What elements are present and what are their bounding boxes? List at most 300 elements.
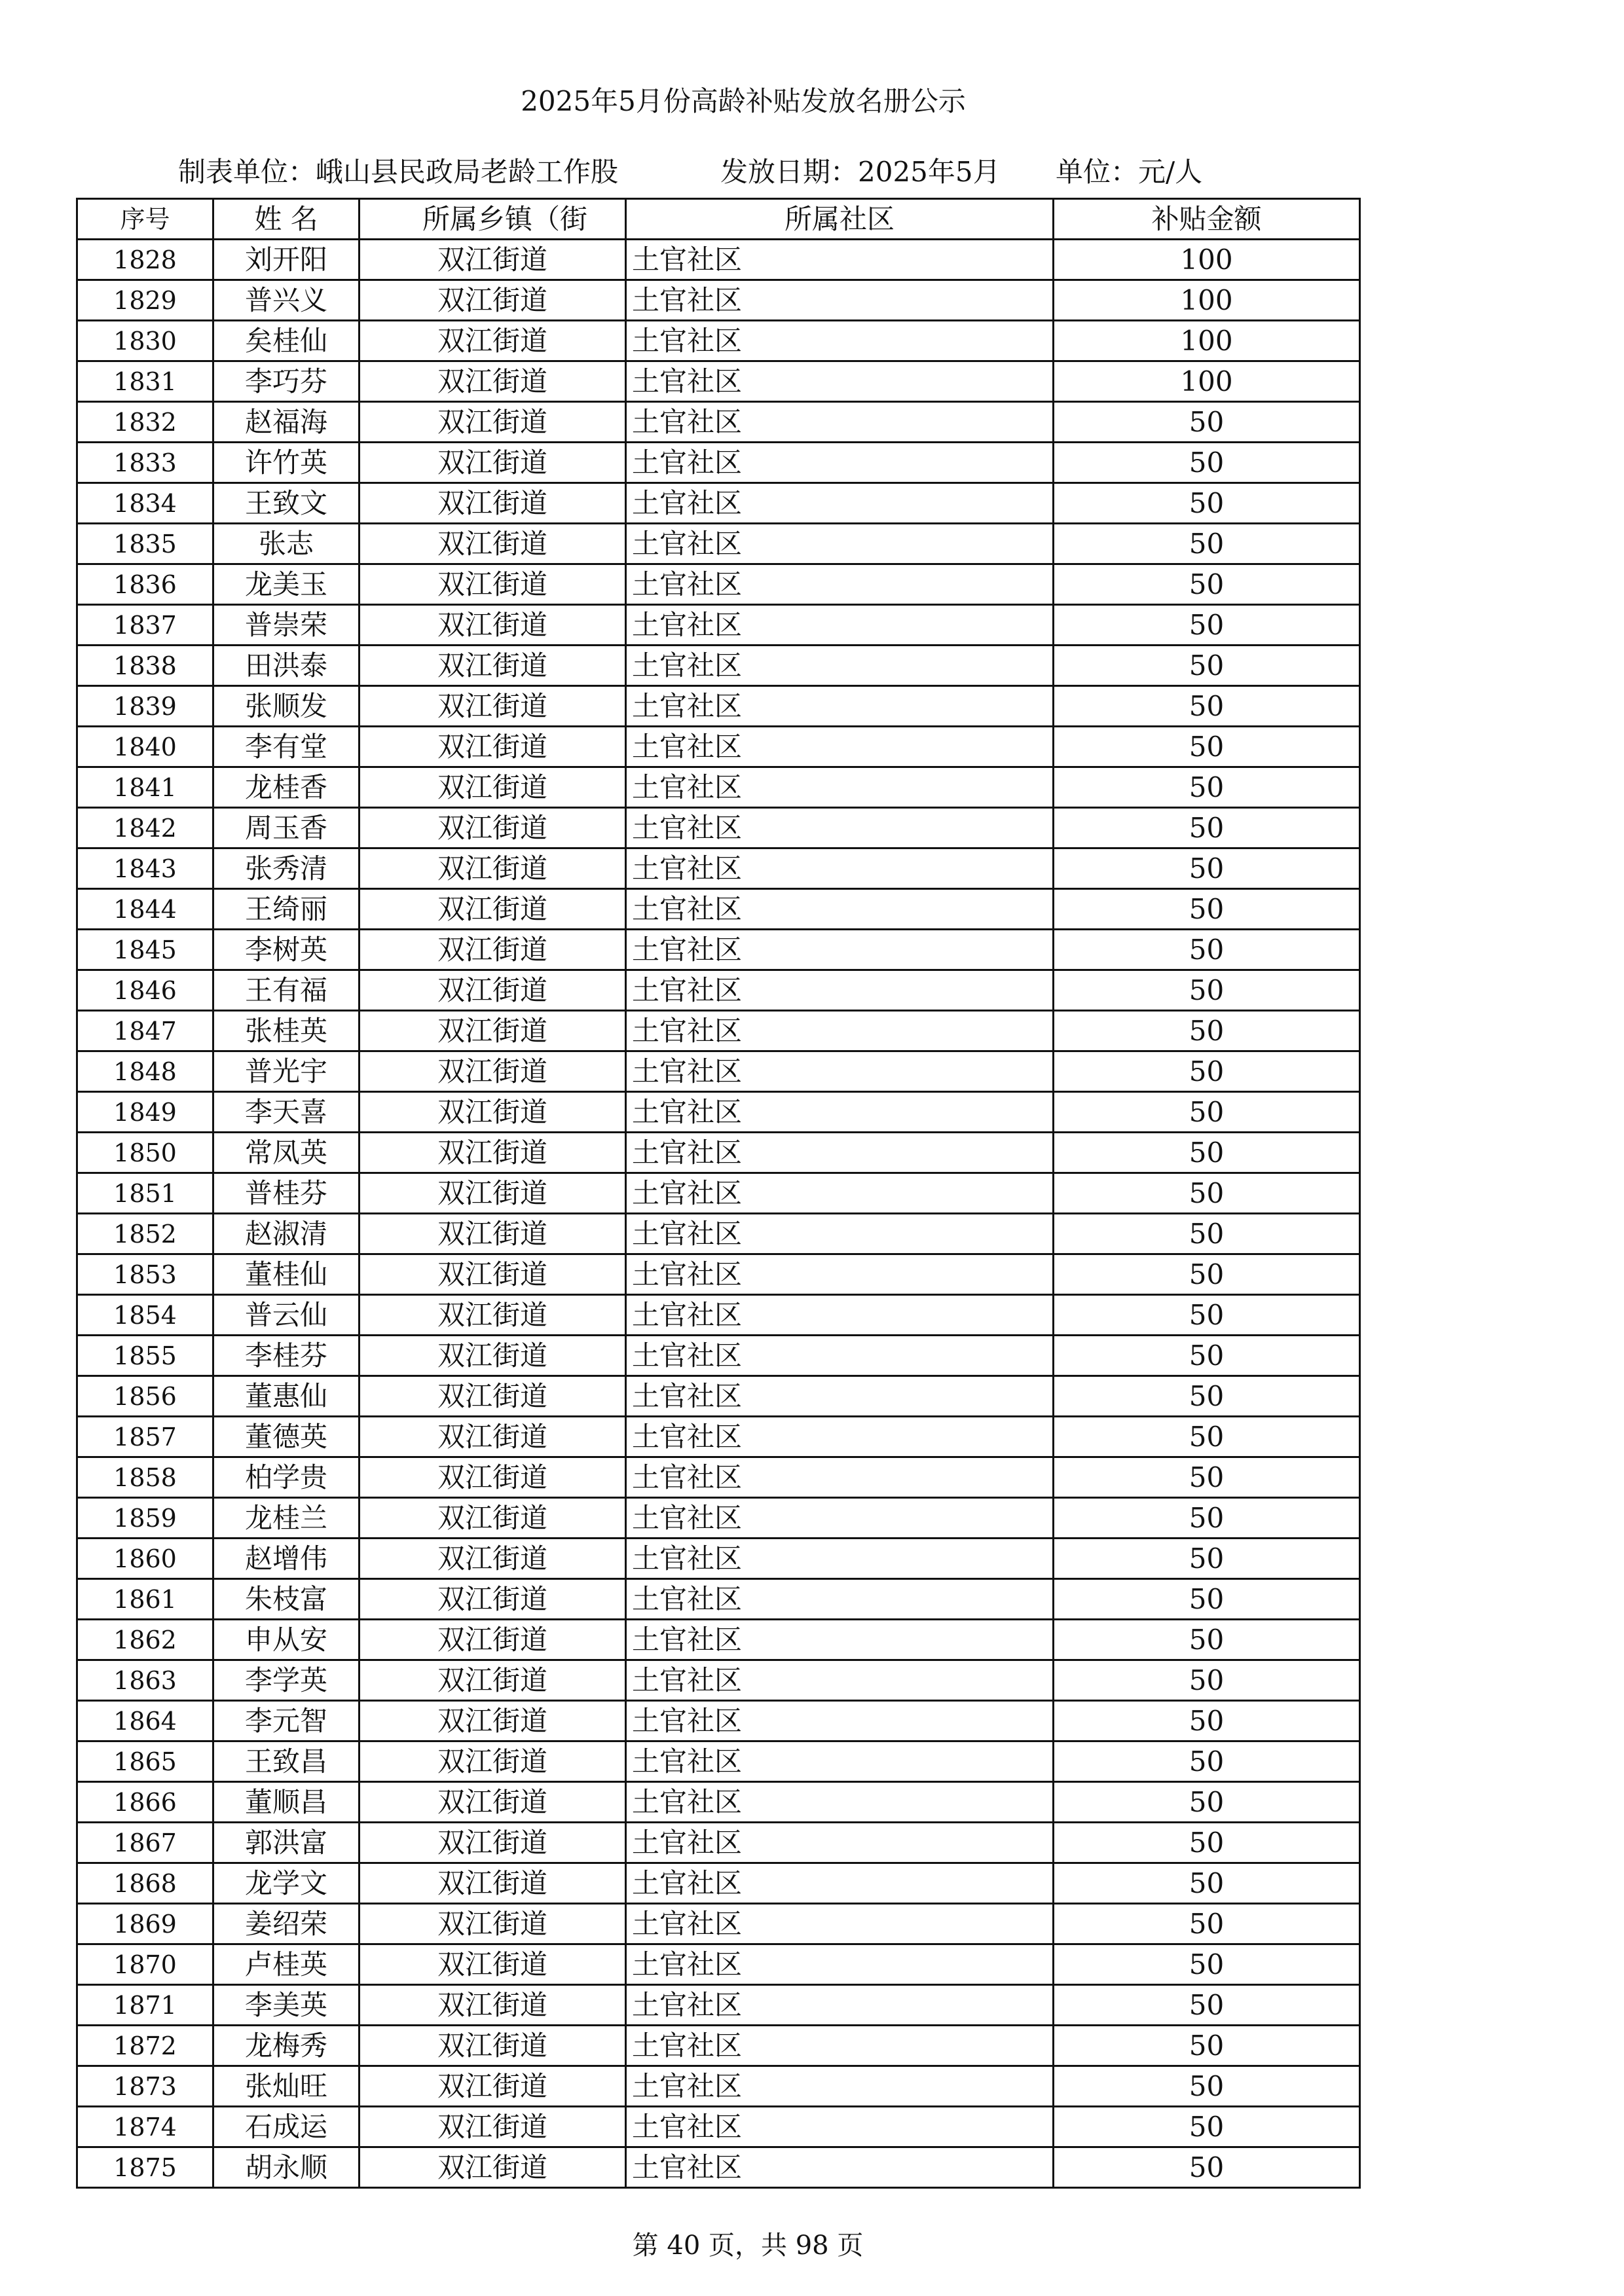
- cell-seq: 1847: [77, 1011, 213, 1051]
- header-seq: 序号: [77, 199, 213, 240]
- table-header: [77, 199, 1360, 240]
- header-row: [77, 199, 1360, 240]
- cell-name: 姜绍荣: [213, 1904, 360, 1944]
- cell-amount: 50: [1054, 605, 1360, 646]
- cell-name: 卢桂英: [213, 1944, 360, 1985]
- cell-seq: 1873: [77, 2066, 213, 2107]
- cell-name: 龙美玉: [213, 564, 360, 605]
- cell-community: 土官社区: [626, 930, 1054, 970]
- table-row: [77, 686, 1360, 727]
- cell-amount: 50: [1054, 889, 1360, 930]
- cell-name: 刘开阳: [213, 240, 360, 280]
- cell-amount: 50: [1054, 524, 1360, 564]
- table-row: [77, 1498, 1360, 1539]
- cell-name: 普桂芬: [213, 1173, 360, 1214]
- cell-amount: 50: [1054, 1782, 1360, 1823]
- document-title: 2025年5月份高龄补贴发放名册公示: [521, 85, 966, 117]
- cell-community: 土官社区: [626, 1620, 1054, 1660]
- cell-town: 双江街道: [360, 1457, 626, 1498]
- amount-unit: 单位：元/人: [1056, 156, 1203, 188]
- cell-seq: 1866: [77, 1782, 213, 1823]
- cell-seq: 1836: [77, 564, 213, 605]
- table-row: [77, 1417, 1360, 1457]
- cell-community: 土官社区: [626, 1701, 1054, 1741]
- cell-seq: 1831: [77, 361, 213, 402]
- issuing-unit: 制表单位：峨山县民政局老龄工作股: [178, 156, 619, 188]
- table-row: [77, 646, 1360, 686]
- cell-town: 双江街道: [360, 767, 626, 808]
- cell-amount: 50: [1054, 1133, 1360, 1173]
- table-row: [77, 2147, 1360, 2188]
- cell-community: 土官社区: [626, 1417, 1054, 1457]
- cell-amount: 50: [1054, 1620, 1360, 1660]
- table-row: [77, 1823, 1360, 1863]
- cell-name: 张桂英: [213, 1011, 360, 1051]
- cell-community: 土官社区: [626, 1295, 1054, 1336]
- cell-name: 李元智: [213, 1701, 360, 1741]
- cell-town: 双江街道: [360, 1133, 626, 1173]
- cell-name: 矣桂仙: [213, 321, 360, 361]
- cell-community: 土官社区: [626, 1254, 1054, 1295]
- cell-amount: 50: [1054, 1579, 1360, 1620]
- cell-seq: 1868: [77, 1863, 213, 1904]
- table-row: [77, 1782, 1360, 1823]
- cell-amount: 50: [1054, 1295, 1360, 1336]
- cell-name: 张顺发: [213, 686, 360, 727]
- cell-seq: 1869: [77, 1904, 213, 1944]
- cell-name: 王致文: [213, 483, 360, 524]
- table-row: [77, 1173, 1360, 1214]
- cell-seq: 1832: [77, 402, 213, 443]
- cell-name: 张志: [213, 524, 360, 564]
- cell-town: 双江街道: [360, 848, 626, 889]
- cell-amount: 50: [1054, 443, 1360, 483]
- cell-amount: 50: [1054, 930, 1360, 970]
- cell-seq: 1839: [77, 686, 213, 727]
- cell-name: 王致昌: [213, 1741, 360, 1782]
- cell-seq: 1830: [77, 321, 213, 361]
- cell-community: 土官社区: [626, 767, 1054, 808]
- cell-amount: 50: [1054, 564, 1360, 605]
- table-row: [77, 402, 1360, 443]
- cell-seq: 1834: [77, 483, 213, 524]
- cell-community: 土官社区: [626, 1092, 1054, 1133]
- table-row: [77, 280, 1360, 321]
- cell-community: 土官社区: [626, 1133, 1054, 1173]
- cell-town: 双江街道: [360, 1498, 626, 1539]
- cell-name: 李桂芬: [213, 1336, 360, 1376]
- table-row: [77, 1214, 1360, 1254]
- cell-town: 双江街道: [360, 1011, 626, 1051]
- cell-name: 普崇荣: [213, 605, 360, 646]
- table-row: [77, 1133, 1360, 1173]
- cell-town: 双江街道: [360, 1295, 626, 1336]
- cell-community: 土官社区: [626, 1741, 1054, 1782]
- cell-town: 双江街道: [360, 240, 626, 280]
- cell-community: 土官社区: [626, 646, 1054, 686]
- table-body: [77, 240, 1360, 2188]
- cell-community: 土官社区: [626, 1660, 1054, 1701]
- cell-amount: 50: [1054, 727, 1360, 767]
- cell-seq: 1857: [77, 1417, 213, 1457]
- cell-community: 土官社区: [626, 402, 1054, 443]
- table-row: [77, 808, 1360, 848]
- cell-town: 双江街道: [360, 727, 626, 767]
- cell-seq: 1833: [77, 443, 213, 483]
- cell-town: 双江街道: [360, 2107, 626, 2147]
- cell-seq: 1875: [77, 2147, 213, 2188]
- table-row: [77, 1457, 1360, 1498]
- cell-amount: 100: [1054, 361, 1360, 402]
- table-row: [77, 727, 1360, 767]
- table-row: [77, 1741, 1360, 1782]
- cell-community: 土官社区: [626, 1051, 1054, 1092]
- cell-amount: 50: [1054, 1863, 1360, 1904]
- cell-amount: 50: [1054, 1254, 1360, 1295]
- cell-community: 土官社区: [626, 321, 1054, 361]
- cell-amount: 50: [1054, 483, 1360, 524]
- table-row: [77, 240, 1360, 280]
- table-row: [77, 1904, 1360, 1944]
- table-row: [77, 1295, 1360, 1336]
- table-row: [77, 2107, 1360, 2147]
- cell-seq: 1855: [77, 1336, 213, 1376]
- cell-community: 土官社区: [626, 848, 1054, 889]
- cell-community: 土官社区: [626, 2026, 1054, 2066]
- cell-seq: 1848: [77, 1051, 213, 1092]
- cell-community: 土官社区: [626, 686, 1054, 727]
- table-row: [77, 1051, 1360, 1092]
- cell-seq: 1867: [77, 1823, 213, 1863]
- cell-amount: 50: [1054, 1336, 1360, 1376]
- cell-community: 土官社区: [626, 361, 1054, 402]
- table-row: [77, 1620, 1360, 1660]
- cell-town: 双江街道: [360, 1985, 626, 2026]
- cell-name: 李天喜: [213, 1092, 360, 1133]
- cell-town: 双江街道: [360, 443, 626, 483]
- cell-name: 普兴义: [213, 280, 360, 321]
- table-row: [77, 970, 1360, 1011]
- cell-town: 双江街道: [360, 361, 626, 402]
- cell-community: 土官社区: [626, 727, 1054, 767]
- cell-town: 双江街道: [360, 646, 626, 686]
- cell-seq: 1843: [77, 848, 213, 889]
- cell-community: 土官社区: [626, 808, 1054, 848]
- cell-amount: 100: [1054, 321, 1360, 361]
- cell-name: 李树英: [213, 930, 360, 970]
- cell-seq: 1872: [77, 2026, 213, 2066]
- table-row: [77, 605, 1360, 646]
- cell-amount: 50: [1054, 1173, 1360, 1214]
- table-row: [77, 1336, 1360, 1376]
- cell-town: 双江街道: [360, 1823, 626, 1863]
- cell-community: 土官社区: [626, 1498, 1054, 1539]
- cell-town: 双江街道: [360, 1051, 626, 1092]
- cell-town: 双江街道: [360, 1863, 626, 1904]
- page-number: 第 40 页，共 98 页: [632, 2231, 864, 2261]
- table-row: [77, 524, 1360, 564]
- cell-seq: 1842: [77, 808, 213, 848]
- cell-community: 土官社区: [626, 1173, 1054, 1214]
- cell-community: 土官社区: [626, 443, 1054, 483]
- cell-town: 双江街道: [360, 321, 626, 361]
- cell-amount: 50: [1054, 1376, 1360, 1417]
- cell-community: 土官社区: [626, 2107, 1054, 2147]
- cell-name: 李学英: [213, 1660, 360, 1701]
- cell-name: 龙桂香: [213, 767, 360, 808]
- cell-seq: 1838: [77, 646, 213, 686]
- cell-seq: 1846: [77, 970, 213, 1011]
- cell-amount: 50: [1054, 848, 1360, 889]
- cell-name: 赵增伟: [213, 1539, 360, 1579]
- cell-community: 土官社区: [626, 1457, 1054, 1498]
- cell-name: 李巧芬: [213, 361, 360, 402]
- cell-amount: 50: [1054, 1092, 1360, 1133]
- cell-seq: 1853: [77, 1254, 213, 1295]
- cell-amount: 50: [1054, 1417, 1360, 1457]
- cell-name: 普光宇: [213, 1051, 360, 1092]
- cell-community: 土官社区: [626, 605, 1054, 646]
- cell-seq: 1841: [77, 767, 213, 808]
- cell-seq: 1829: [77, 280, 213, 321]
- table-row: [77, 1701, 1360, 1741]
- cell-amount: 50: [1054, 1539, 1360, 1579]
- table-row: [77, 848, 1360, 889]
- cell-seq: 1835: [77, 524, 213, 564]
- cell-seq: 1837: [77, 605, 213, 646]
- cell-town: 双江街道: [360, 2026, 626, 2066]
- cell-amount: 50: [1054, 402, 1360, 443]
- cell-town: 双江街道: [360, 1539, 626, 1579]
- cell-town: 双江街道: [360, 564, 626, 605]
- table-row: [77, 1539, 1360, 1579]
- cell-name: 常凤英: [213, 1133, 360, 1173]
- cell-town: 双江街道: [360, 1944, 626, 1985]
- table-row: [77, 1985, 1360, 2026]
- cell-amount: 50: [1054, 1051, 1360, 1092]
- cell-community: 土官社区: [626, 1863, 1054, 1904]
- cell-community: 土官社区: [626, 1336, 1054, 1376]
- cell-seq: 1859: [77, 1498, 213, 1539]
- table-row: [77, 930, 1360, 970]
- cell-town: 双江街道: [360, 1782, 626, 1823]
- header-town: 所属乡镇（街: [360, 199, 626, 240]
- cell-name: 董德英: [213, 1417, 360, 1457]
- cell-town: 双江街道: [360, 1701, 626, 1741]
- cell-community: 土官社区: [626, 240, 1054, 280]
- table-row: [77, 321, 1360, 361]
- cell-seq: 1871: [77, 1985, 213, 2026]
- cell-seq: 1865: [77, 1741, 213, 1782]
- table-row: [77, 1660, 1360, 1701]
- header-name: 姓 名: [213, 199, 360, 240]
- cell-seq: 1858: [77, 1457, 213, 1498]
- cell-seq: 1861: [77, 1579, 213, 1620]
- cell-seq: 1828: [77, 240, 213, 280]
- issue-date: 发放日期：2025年5月: [720, 156, 1001, 188]
- cell-name: 李美英: [213, 1985, 360, 2026]
- cell-town: 双江街道: [360, 808, 626, 848]
- cell-amount: 100: [1054, 240, 1360, 280]
- header-amount: 补贴金额: [1054, 199, 1360, 240]
- cell-town: 双江街道: [360, 1092, 626, 1133]
- cell-amount: 50: [1054, 1823, 1360, 1863]
- cell-community: 土官社区: [626, 1944, 1054, 1985]
- cell-town: 双江街道: [360, 1336, 626, 1376]
- cell-name: 龙梅秀: [213, 2026, 360, 2066]
- cell-seq: 1851: [77, 1173, 213, 1214]
- table-row: [77, 1376, 1360, 1417]
- cell-name: 赵福海: [213, 402, 360, 443]
- cell-town: 双江街道: [360, 1579, 626, 1620]
- cell-seq: 1864: [77, 1701, 213, 1741]
- cell-amount: 50: [1054, 808, 1360, 848]
- cell-amount: 50: [1054, 1944, 1360, 1985]
- cell-name: 普云仙: [213, 1295, 360, 1336]
- cell-name: 周玉香: [213, 808, 360, 848]
- cell-name: 董顺昌: [213, 1782, 360, 1823]
- cell-seq: 1852: [77, 1214, 213, 1254]
- cell-town: 双江街道: [360, 1417, 626, 1457]
- cell-seq: 1874: [77, 2107, 213, 2147]
- cell-community: 土官社区: [626, 970, 1054, 1011]
- cell-name: 石成运: [213, 2107, 360, 2147]
- table-row: [77, 483, 1360, 524]
- cell-town: 双江街道: [360, 1741, 626, 1782]
- cell-community: 土官社区: [626, 483, 1054, 524]
- cell-name: 王绮丽: [213, 889, 360, 930]
- cell-community: 土官社区: [626, 564, 1054, 605]
- cell-name: 王有福: [213, 970, 360, 1011]
- table-row: [77, 1944, 1360, 1985]
- cell-town: 双江街道: [360, 402, 626, 443]
- cell-town: 双江街道: [360, 686, 626, 727]
- table-row: [77, 1092, 1360, 1133]
- cell-name: 许竹英: [213, 443, 360, 483]
- cell-amount: 50: [1054, 1498, 1360, 1539]
- cell-community: 土官社区: [626, 1539, 1054, 1579]
- cell-seq: 1860: [77, 1539, 213, 1579]
- cell-name: 胡永顺: [213, 2147, 360, 2188]
- cell-amount: 50: [1054, 2026, 1360, 2066]
- cell-community: 土官社区: [626, 280, 1054, 321]
- cell-town: 双江街道: [360, 889, 626, 930]
- cell-amount: 50: [1054, 1660, 1360, 1701]
- table-row: [77, 767, 1360, 808]
- cell-community: 土官社区: [626, 1904, 1054, 1944]
- cell-community: 土官社区: [626, 1782, 1054, 1823]
- cell-seq: 1840: [77, 727, 213, 767]
- cell-community: 土官社区: [626, 1985, 1054, 2026]
- cell-name: 董桂仙: [213, 1254, 360, 1295]
- cell-seq: 1862: [77, 1620, 213, 1660]
- table-row: [77, 2066, 1360, 2107]
- cell-town: 双江街道: [360, 483, 626, 524]
- cell-amount: 50: [1054, 2147, 1360, 2188]
- cell-seq: 1870: [77, 1944, 213, 1985]
- table-row: [77, 361, 1360, 402]
- cell-seq: 1845: [77, 930, 213, 970]
- cell-town: 双江街道: [360, 1904, 626, 1944]
- cell-name: 张秀清: [213, 848, 360, 889]
- table-row: [77, 1011, 1360, 1051]
- cell-community: 土官社区: [626, 2066, 1054, 2107]
- cell-name: 赵淑清: [213, 1214, 360, 1254]
- cell-name: 申从安: [213, 1620, 360, 1660]
- table-row: [77, 564, 1360, 605]
- table-row: [77, 2026, 1360, 2066]
- cell-amount: 50: [1054, 1985, 1360, 2026]
- cell-amount: 50: [1054, 1741, 1360, 1782]
- cell-name: 张灿旺: [213, 2066, 360, 2107]
- cell-town: 双江街道: [360, 1620, 626, 1660]
- cell-amount: 50: [1054, 1701, 1360, 1741]
- subsidy-roster-table: [76, 198, 1361, 2189]
- cell-name: 郭洪富: [213, 1823, 360, 1863]
- cell-community: 土官社区: [626, 524, 1054, 564]
- cell-community: 土官社区: [626, 1579, 1054, 1620]
- cell-town: 双江街道: [360, 930, 626, 970]
- cell-amount: 50: [1054, 1904, 1360, 1944]
- table-row: [77, 443, 1360, 483]
- cell-town: 双江街道: [360, 605, 626, 646]
- cell-amount: 50: [1054, 646, 1360, 686]
- table-row: [77, 1579, 1360, 1620]
- cell-amount: 50: [1054, 767, 1360, 808]
- cell-amount: 100: [1054, 280, 1360, 321]
- cell-amount: 50: [1054, 1214, 1360, 1254]
- cell-amount: 50: [1054, 686, 1360, 727]
- cell-name: 柏学贵: [213, 1457, 360, 1498]
- cell-community: 土官社区: [626, 2147, 1054, 2188]
- cell-community: 土官社区: [626, 1214, 1054, 1254]
- cell-name: 董惠仙: [213, 1376, 360, 1417]
- cell-community: 土官社区: [626, 1823, 1054, 1863]
- cell-amount: 50: [1054, 2107, 1360, 2147]
- cell-name: 李有堂: [213, 727, 360, 767]
- cell-name: 朱枝富: [213, 1579, 360, 1620]
- cell-name: 龙学文: [213, 1863, 360, 1904]
- cell-amount: 50: [1054, 1011, 1360, 1051]
- cell-town: 双江街道: [360, 1214, 626, 1254]
- cell-seq: 1863: [77, 1660, 213, 1701]
- cell-seq: 1850: [77, 1133, 213, 1173]
- header-community: 所属社区: [626, 199, 1054, 240]
- cell-town: 双江街道: [360, 524, 626, 564]
- cell-name: 龙桂兰: [213, 1498, 360, 1539]
- cell-town: 双江街道: [360, 2147, 626, 2188]
- cell-seq: 1849: [77, 1092, 213, 1133]
- cell-town: 双江街道: [360, 1173, 626, 1214]
- cell-town: 双江街道: [360, 1254, 626, 1295]
- cell-amount: 50: [1054, 2066, 1360, 2107]
- cell-amount: 50: [1054, 1457, 1360, 1498]
- cell-community: 土官社区: [626, 889, 1054, 930]
- table-row: [77, 1254, 1360, 1295]
- cell-seq: 1844: [77, 889, 213, 930]
- table-row: [77, 889, 1360, 930]
- cell-amount: 50: [1054, 970, 1360, 1011]
- cell-town: 双江街道: [360, 280, 626, 321]
- cell-name: 田洪泰: [213, 646, 360, 686]
- cell-town: 双江街道: [360, 2066, 626, 2107]
- cell-community: 土官社区: [626, 1011, 1054, 1051]
- cell-seq: 1856: [77, 1376, 213, 1417]
- cell-community: 土官社区: [626, 1376, 1054, 1417]
- cell-town: 双江街道: [360, 1376, 626, 1417]
- cell-town: 双江街道: [360, 1660, 626, 1701]
- table-row: [77, 1863, 1360, 1904]
